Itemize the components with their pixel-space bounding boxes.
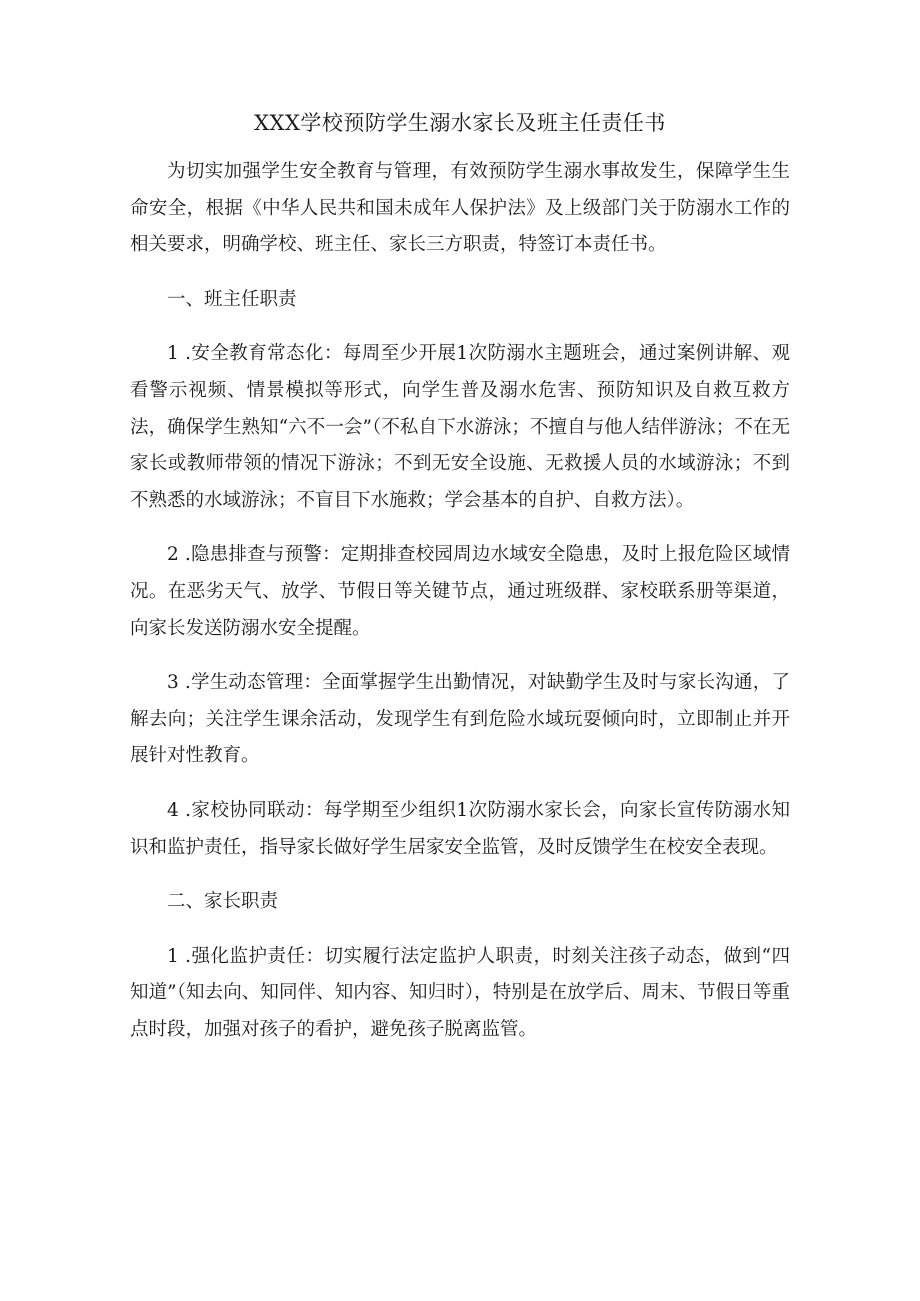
document-title: XXX学校预防学生溺水家长及班主任责任书 bbox=[254, 111, 666, 135]
teacher-duty-3: 3 .学生动态管理：全面掌握学生出勤情况，对缺勤学生及时与家长沟通，了解去向；关注学生课余活动，发现学生有到危险水域玩耍倾向时，立即制止并开展针对性教育。 bbox=[130, 672, 790, 767]
parent-duty-1: 1 .强化监护责任：切实履行法定监护人职责，时刻关注孩子动态，做到“四知道”（知去向、知同伴、知内容、知归时），特别是在放学后、周末、节假日等重点时段，加强对孩子的看护，避免孩子脱离监管。 bbox=[130, 945, 790, 1040]
teacher-duty-4: 4 .家校协同联动：每学期至少组织1次防溺水家长会，向家长宣传防溺水知识和监护责任，指导家长做好学生居家安全监管，及时反馈学生在校安全表现。 bbox=[130, 799, 790, 858]
intro-paragraph: 为切实加强学生安全教育与管理，有效预防学生溺水事故发生，保障学生生命安全，根据《中华人民共和国未成年人保护法》及上级部门关于防溺水工作的相关要求，明确学校、班主任、家长三方职责，特签订本责任书。 bbox=[130, 161, 790, 256]
section-heading-parent: 二、家长职责 bbox=[167, 891, 279, 913]
teacher-duty-1: 1 .安全教育常态化：每周至少开展1次防溺水主题班会，通过案例讲解、观看警示视频、情景模拟等形式，向学生普及溺水危害、预防知识及自救互救方法，确保学生熟知“六不一会”（不私自下水游泳；不擅自与他人结伴游泳；不在无家长或教师带领的情况下游泳；不到无安全设施、无救援人员的水域游泳；不到不熟悉的水域游泳；不盲目下水施救；学会基本的自护、自救方法）。 bbox=[130, 343, 790, 511]
section-heading-teacher: 一、班主任职责 bbox=[167, 288, 297, 310]
teacher-duty-2: 2 .隐患排查与预警：定期排查校园周边水域安全隐患，及时上报危险区域情况。在恶劣天气、放学、节假日等关键节点，通过班级群、家校联系册等渠道，向家长发送防溺水安全提醒。 bbox=[130, 544, 790, 639]
